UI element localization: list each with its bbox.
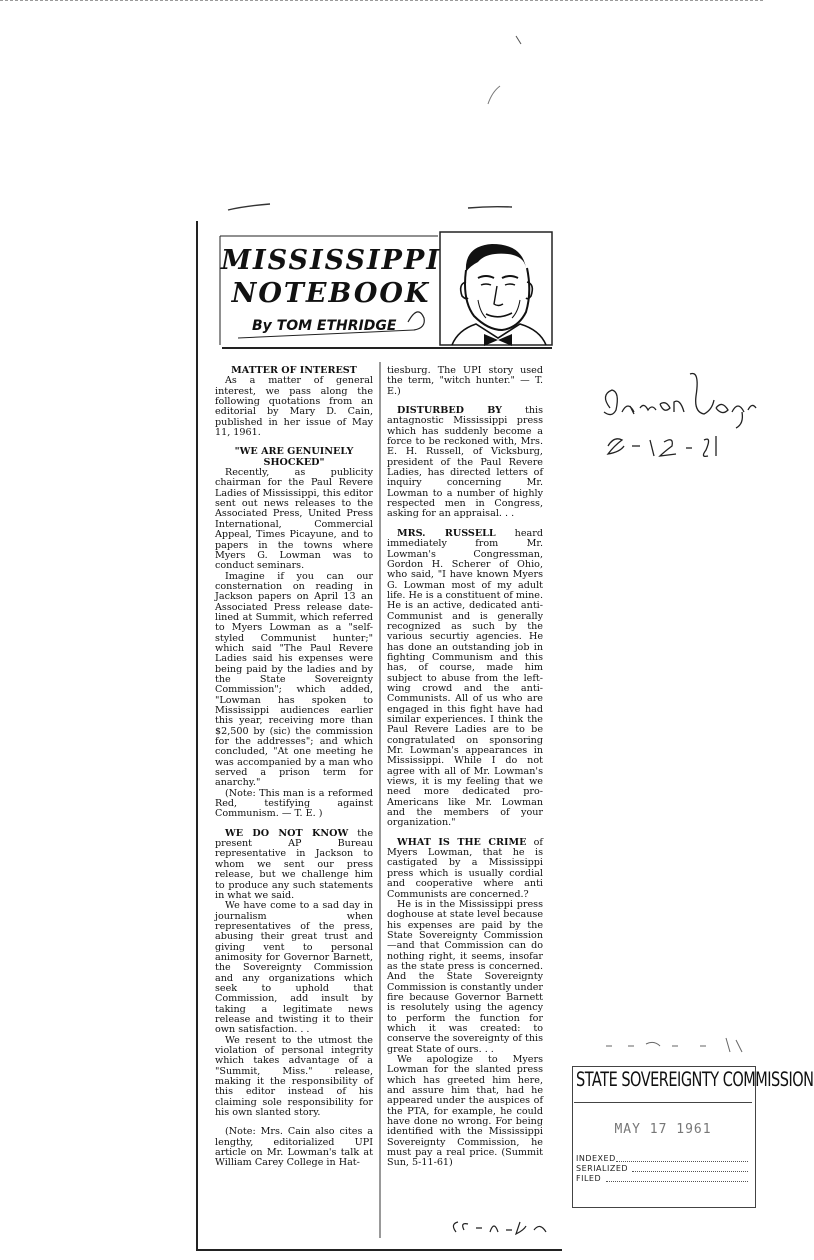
paragraph: We apologize to Myers Lowman for the slanted press which has greeted him here, and assure him that, had he appeared under the auspices of the PTA, for example, he could have done no wrong. For being identified with the Mississippi Sovereignty Commission, he must pay a real price. (Summit Sun, 5-11-61) xyxy=(387,1054,543,1169)
column-title xyxy=(220,244,442,310)
stamp-indexed-line xyxy=(616,1161,748,1162)
paragraph: We resent to the utmost the violation of personal integrity which takes advantage of a "Summit, Miss." release, making it the responsibility of this editor instead of his claiming sole responsibility for his own slanted story. xyxy=(215,1034,373,1119)
paragraph xyxy=(387,406,543,520)
paragraph xyxy=(387,838,543,900)
paragraph-body: of Myers Lowman, that he is castigated by a Mississippi press which is usually cordial and cooperative where anti Communists are concerned.? xyxy=(387,836,543,900)
masthead-rule xyxy=(222,347,552,349)
section-heading: MATTER OF INTEREST xyxy=(231,365,357,376)
paragraph-lead: MRS. RUSSELL xyxy=(397,527,496,539)
paragraph: Recently, as publicity chairman for the Paul Revere Ladies of Mississippi, this editor sent out news releases to the Associated Press, United Press International, Commercial Appeal, Times Picayune, and to papers in the towns where Myers G. Lowman was to conduct seminars. xyxy=(215,467,373,572)
stamp-indexed-label: INDEXED xyxy=(576,1154,616,1163)
stamp-serialized-label: SERIALIZED xyxy=(576,1164,629,1173)
paragraph-lead: WE DO NOT KNOW xyxy=(225,827,349,839)
handwritten-annotation xyxy=(604,373,756,456)
left-column xyxy=(215,366,373,1169)
stamp-filed-line xyxy=(606,1181,748,1182)
stamp-divider xyxy=(574,1102,752,1103)
paragraph-body: this antagnostic Mississippi press which has suddenly become a force to be reckoned with, Mrs. E. H. Russell, of Vicksburg, president of the Paul Revere Ladies, has directed letters of inquiry concerning Mr. Lowman to a number of highly respected men in Congress, asking for an appraisal. . . xyxy=(387,405,543,520)
paragraph-body: heard immediately from Mr. Lowman's Congressman, Gordon H. Scherer of Ohio, who said, "I have known Myers G. Lowman most of my adult life. He is a constituent of mine. He is an active, dedicated anti-Communist and is generally recognized as such by the various securtiy agencies. He has done an outstanding job in fighting Communism and this has, of course, made him subject to abuse from the left-wing crowd and the anti-Communists. All of us who are engaged in this fight have had similar experiences. I think the Paul Revere Ladies are to be congratulated on sponsoring Mr. Lowman's appearances in Mississippi. While I do not agree with all of Mr. Lowman's views, it is my feeling that we need more dedicated pro-Americans like Mr. Lowman and the members of your organization." xyxy=(387,527,543,829)
stamp-serialized-line xyxy=(632,1171,748,1172)
paragraph xyxy=(215,829,373,901)
paragraph-body: the present AP Bureau representative in Jackson to whom we sent our press release, but we challenge him to produce any such statements in what we said. xyxy=(215,827,373,901)
right-column xyxy=(387,366,543,1169)
title-line-2: NOTEBOOK xyxy=(231,278,431,309)
paragraph-lead: WHAT IS THE CRIME xyxy=(397,836,527,848)
stamp-title: STATE SOVEREIGNTY COMMISSION xyxy=(576,1070,814,1092)
byline: By TOM ETHRIDGE xyxy=(252,318,397,334)
stamp-filed-label: FILED xyxy=(576,1174,602,1183)
stamp-date: MAY 17 1961 xyxy=(614,1122,712,1137)
paragraph: (Note: This man is a reformed Red, testifying against Communism. — T. E. ) xyxy=(215,787,373,820)
paragraph: tiesburg. The UPI story used the term, "witch hunter." — T. E.) xyxy=(387,365,543,397)
paragraph xyxy=(387,529,543,829)
paragraph: (Note: Mrs. Cain also cites a lengthy, editorialized UPI article on Mr. Lowman's talk at William Carey College in Hat- xyxy=(215,1126,373,1169)
paragraph: We have come to a sad day in journalism when representatives of the press, abusing their great trust and giving vent to personal animosity for Governor Barnett, the Sovereignty Commission and any organizations which seek to uphold that Commission, add insult by taking a legitimate news release and twisting it to their own satisfaction. . . xyxy=(215,900,373,1036)
paragraph: As a matter of general interest, we pass along the following quotations from an editorial by Mary D. Cain, published in her issue of May 11, 1961. xyxy=(215,375,373,439)
paragraph: Imagine if you can our consternation on reading in Jackson papers on April 13 an Associated Press release date-lined at Summit, which referred to Myers Lowman as a "self-styled Communist hunter;" which said "The Paul Revere Ladies said his expenses were being paid by the ladies and by the State Sovereignty Commission"; which added, "Lowman has spoken to Mississippi audiences earlier this year, receiving more than $2,500 by (sic) the commission for the addresses"; and which concluded, "At one meeting he was accompanied by a man who served a prison term for anarchy." xyxy=(215,570,373,789)
paragraph: He is in the Mississippi press doghouse at state level because his expenses are paid by the State Sovereignty Commission—and that Commission can do nothing right, it seems, insofar as the state press is concerned. And the State Sovereignty Commission is constantly under fire because Governor Barnett is resolutely using the agency to perform the function for which it was created: to conserve the sovereignty of this great State of ours. . . xyxy=(387,898,543,1055)
paragraph-lead: DISTURBED BY xyxy=(397,405,502,417)
section-heading: "WE ARE GENUINELY SHOCKED" xyxy=(234,446,354,468)
title-line-1: MISSISSIPPI xyxy=(221,245,441,276)
